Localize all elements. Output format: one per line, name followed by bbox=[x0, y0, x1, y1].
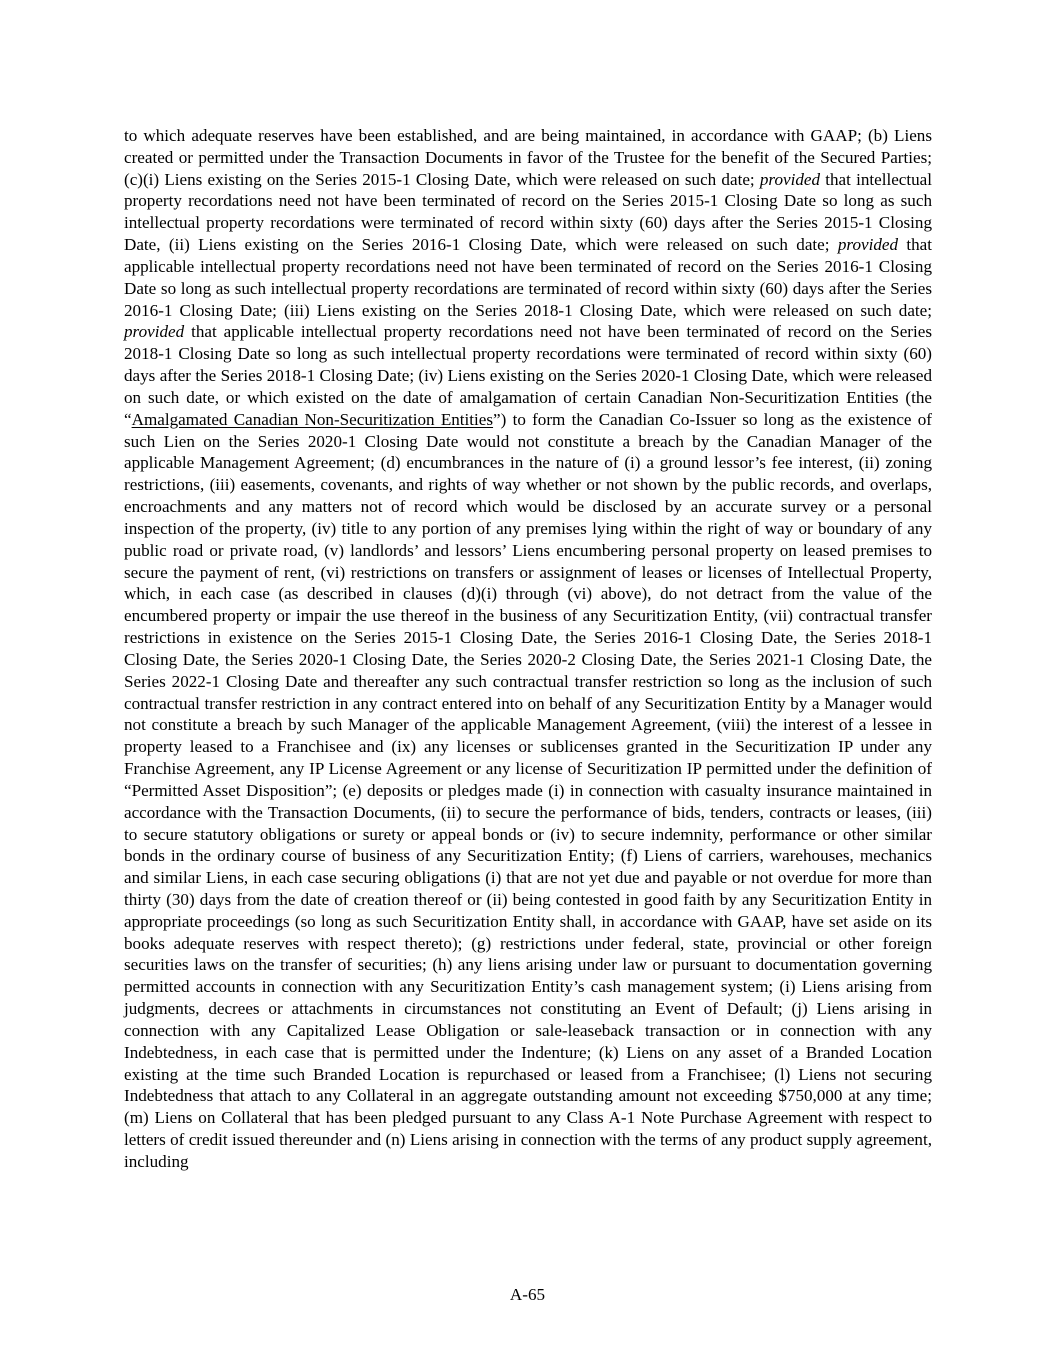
defined-term-amalgamated-entities: Amalgamated Canadian Non-Securitization Entities bbox=[131, 409, 494, 429]
page-number: A-65 bbox=[509, 1285, 546, 1304]
provided-italic-1: provided bbox=[759, 169, 821, 189]
provided-italic-2: provided bbox=[837, 235, 899, 255]
text-segment-5: ”) to form the Canadian Co-Issuer so long as the existence of such Lien on the Series 2020-1 Closing Date would not constitute a breach by the Canadian Manager of the applicable Management Agreement; (d) encumbrances in the nature of (i) a ground lessor’s fee interest, (ii) zoning restrictions, (iii) easements, covenants, and rights of way whether or not shown by the public records, and overlaps, encroachments and any matters not of record which would be disclosed by an accurate survey or a personal inspection of the property, (iv) title to any portion of any premises lying within the right of way or boundary of any public road or private road, (v) landlords’ and lessors’ Liens encumbering personal property on leased premises to secure the payment of rent, (vi) restrictions on transfers or assignment of leases or licenses of Intellectual Property, which, in each case (as described in clauses (d)(i) through (vi) above), do not detract from the value of the encumbered property or impair the use thereof in the business of any Securitization Entity, (vii) contractual transfer restrictions in existence on the Series 2015-1 Closing Date, the Series 2016-1 Closing Date, the Series 2018-1 Closing Date, the Series 2020-1 Closing Date, the Series 2020-2 Closing Date, the Series 2021-1 Closing Date, the Series 2022-1 Closing Date and thereafter any such contractual transfer restriction so long as the inclusion of such contractual transfer restriction in any contract entered into on behalf of any Securitization Entity by a Manager would not constitute a breach by such Manager of the applicable Management Agreement, (viii) the interest of a lessee in property leased to a Franchisee and (ix) any licenses or sublicenses granted in the Securitization IP under any Franchise Agreement, any IP License Agreement or any license of Securitization IP permitted under the definition of “Permitted Asset Disposition”; (e) deposits or pledges made (i) in connection with casualty insurance maintained in accordance with the Transaction Documents, (ii) to secure the performance of bids, tenders, contracts or leases, (iii) to secure statutory obligations or surety or appeal bonds or (iv) to secure indemnity, performance or other similar bonds in the ordinary course of business of any Securitization Entity; (f) Liens of carriers, warehouses, mechanics and similar Liens, in each case securing obligations (i) that are not yet due and payable or not overdue for more than thirty (30) days from the date of creation thereof or (ii) being contested in good faith by any Securitization Entity in appropriate proceedings (so long as such Securitization Entity shall, in accordance with GAAP, have set aside on its books adequate reserves with respect thereto); (g) restrictions under federal, state, provincial or other foreign securities laws on the transfer of securities; (h) any liens arising under law or pursuant to documentation governing permitted accounts in connection with any Securitization Entity’s cash management system; (i) Liens arising from judgments, decrees or attachments in circumstances not constituting an Event of Default; (j) Liens arising in connection with any Capitalized Lease Obligation or sale-leaseback transaction or in connection with any Indebtedness, in each case that is permitted under the Indenture; (k) Liens on any asset of a Branded Location existing at the time such Branded Location is repurchased or leased from a Franchisee; (l) Liens not securing Indebtedness that attach to any Collateral in an aggregate outstanding amount not exceeding $750,000 at any time; (m) Liens on Collateral that has been pledged pursuant to any Class A-1 Note Purchase Agreement with respect to letters of credit issued thereunder and (n) Liens arising in connection with the terms of any product supply agreement, including bbox=[124, 409, 932, 1171]
provided-italic-3: provided bbox=[124, 322, 185, 342]
text-segment-1: to which adequate reserves have been established, and are being maintained, in accordance with GAAP; (b) Liens created or permitted under the Transaction Documents in favor of the Trustee for the benefit of the Secured Parties; (c)(i) Liens existing on the Series 2015-1 Closing Date, which were released on such date; bbox=[124, 126, 932, 189]
text-segment-3: that applicable intellectual property recordations need not have been terminated of record on the Series 2016-1 Closing Date so long as such intellectual property recordations are terminated of record within sixty (60) days after the Series 2016-1 Closing Date; (iii) Liens existing on the Series 2018-1 Closing Date, which were released on such date; bbox=[124, 235, 933, 320]
body-paragraph bbox=[124, 125, 932, 1173]
text-segment-4: that applicable intellectual property recordations need not have been terminated of record on the Series 2018-1 Closing Date so long as such intellectual property recordations were terminated of record within sixty (60) days after the Series 2018-1 Closing Date; (iv) Liens existing on the Series 2020-1 Closing Date, which were released on such date, or which existed on the date of amalgamation of certain Canadian Non-Securitization Entities (the “ bbox=[124, 322, 932, 429]
text-segment-2: that intellectual property recordations need not have been terminated of record on the Series 2015-1 Closing Date so long as such intellectual property recordations were terminated of record within sixty (60) days after the Series 2015-1 Closing Date, (ii) Liens existing on the Series 2016-1 Closing Date, which were released on such date; bbox=[124, 169, 933, 255]
